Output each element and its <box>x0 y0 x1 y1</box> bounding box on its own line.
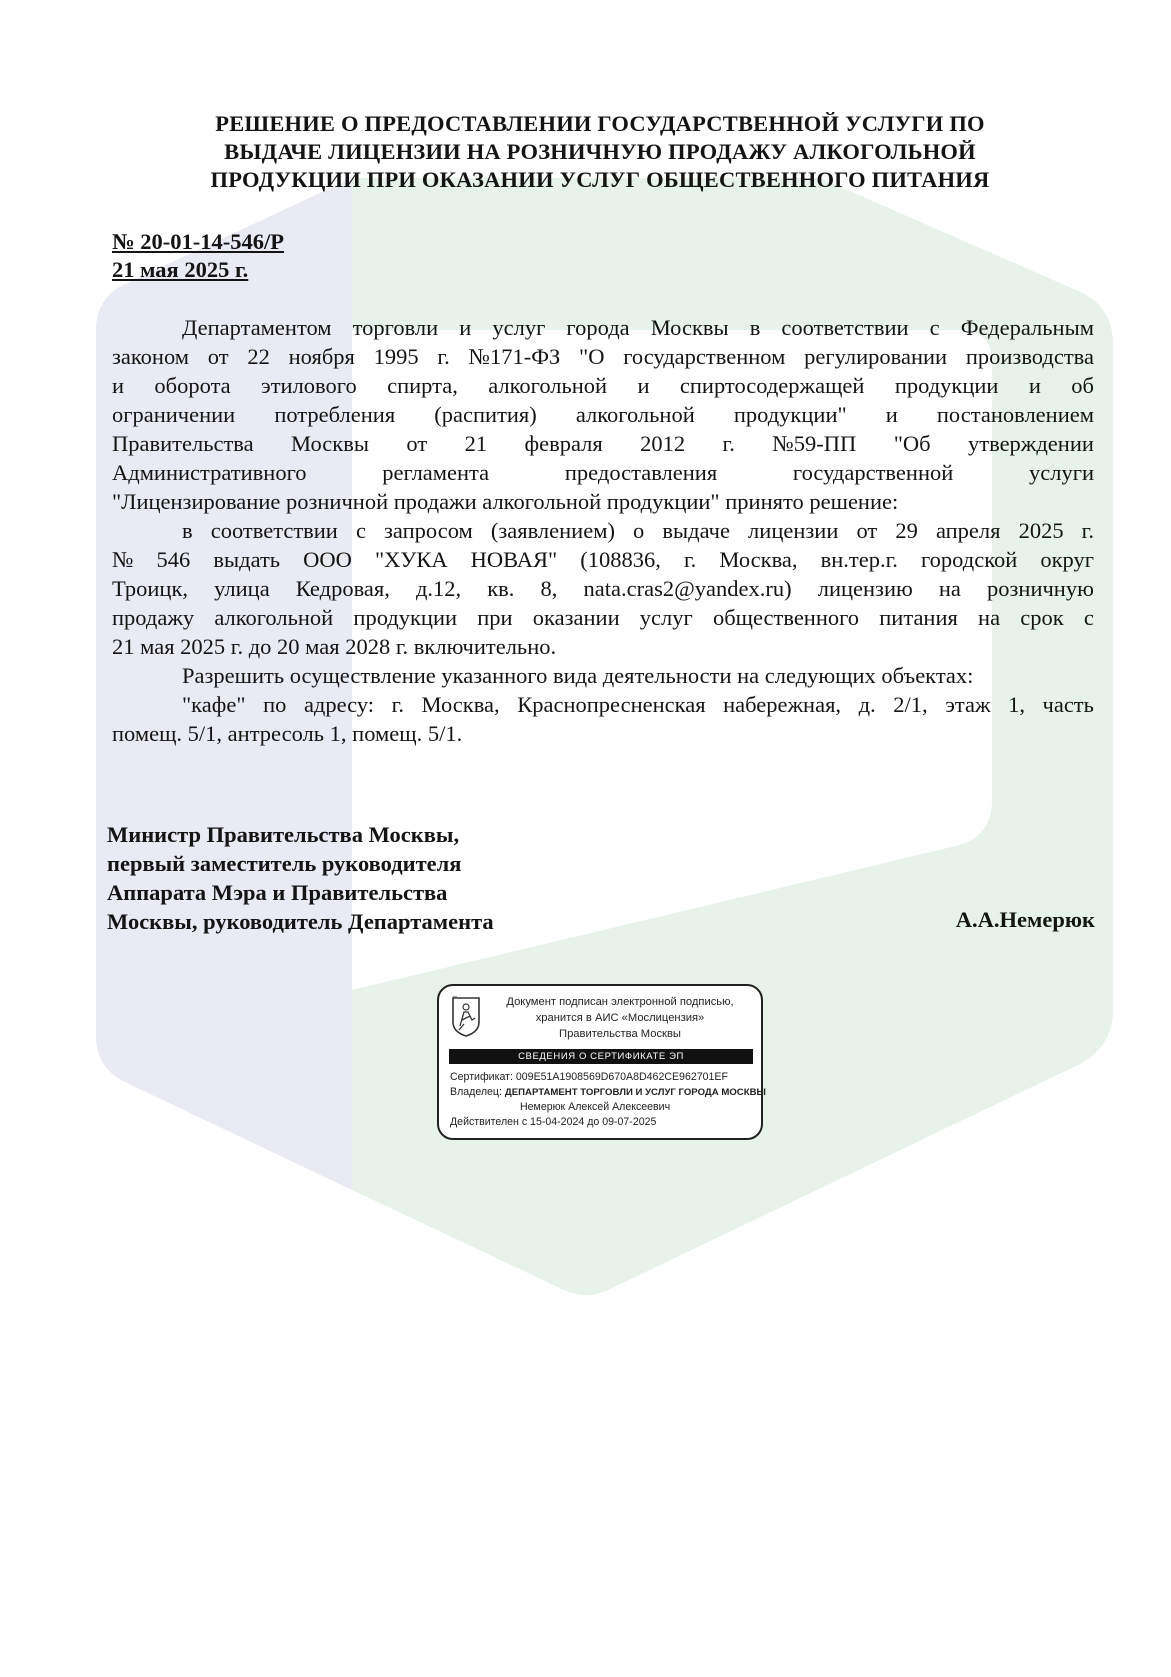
body-word: от <box>207 344 229 369</box>
body-line <box>112 603 1094 632</box>
body-word: от <box>856 518 878 543</box>
body-word: адресу: <box>303 692 375 717</box>
body-word: Москвы <box>291 431 369 456</box>
body-word: выдать <box>213 547 281 572</box>
owner-organization: ДЕПАРТАМЕНТ ТОРГОВЛИ И УСЛУГ ГОРОДА МОСКВЫ <box>504 1087 766 1098</box>
body-word: д. <box>858 692 876 717</box>
body-word: и <box>112 373 125 398</box>
body-word: торговли <box>352 315 439 340</box>
body-word: этилового <box>261 373 357 398</box>
signatory-position-line: Министр Правительства Москвы, <box>107 822 460 847</box>
body-word: общественного <box>712 605 860 630</box>
body-line: Разрешить осуществление указанного вида деятельности на следующих объектах: <box>182 663 974 688</box>
body-line <box>112 371 1094 400</box>
stamp-header-line: Документ подписан электронной подписью, <box>506 996 734 1008</box>
body-word: с <box>355 518 366 543</box>
body-word: этаж <box>945 692 991 717</box>
stamp-header-line: Правительства Москвы <box>559 1028 681 1040</box>
body-word: г. <box>437 344 450 369</box>
body-word: Кедровая, <box>295 576 390 601</box>
body-word: соответствии <box>781 315 909 340</box>
signatory-position-line: Москвы, руководитель Департамента <box>107 909 494 934</box>
body-word: с <box>1083 605 1094 630</box>
title-line: ВЫДАЧЕ ЛИЦЕНЗИИ НА РОЗНИЧНУЮ ПРОДАЖУ АЛКОГОЛЬНОЙ <box>224 139 976 164</box>
body-word: г. <box>1081 518 1094 543</box>
body-word: законом <box>112 344 190 369</box>
body-word: утверждении <box>968 431 1094 456</box>
body-word: при <box>477 605 513 630</box>
body-line <box>112 313 1094 342</box>
body-word: 2012 <box>640 431 686 456</box>
body-word: набережная, <box>723 692 842 717</box>
body-line <box>112 545 1094 574</box>
signatory-name: А.А.Немерюк <box>955 907 1095 932</box>
body-word: (заявлением) <box>490 518 615 543</box>
body-word: государственном <box>623 344 786 369</box>
body-word: города <box>566 315 630 340</box>
body-word: и <box>637 373 650 398</box>
title-line: РЕШЕНИЕ О ПРЕДОСТАВЛЕНИИ ГОСУДАРСТВЕННОЙ УСЛУГИ ПО <box>215 111 985 136</box>
body-word: № <box>112 547 134 572</box>
signatory-position <box>107 820 494 936</box>
body-word: с <box>929 315 940 340</box>
body-word: об <box>1071 373 1094 398</box>
body-word: соответствии <box>210 518 338 543</box>
body-word: и <box>1028 373 1041 398</box>
body-word: Москвы <box>650 315 729 340</box>
body-word: ограничении <box>112 402 236 427</box>
body-line <box>112 516 1094 545</box>
body-word: часть <box>1042 692 1094 717</box>
decision-body <box>112 313 1094 748</box>
body-word: вн.тер.г. <box>820 547 898 572</box>
body-word: на <box>938 576 961 601</box>
body-word: №59-ПП <box>772 431 857 456</box>
decision-number: № 20-01-14-546/Р <box>112 229 284 254</box>
body-word: г. <box>683 547 697 572</box>
electronic-signature-stamp <box>437 984 766 1140</box>
body-word: г. <box>722 431 735 456</box>
stamp-header <box>489 994 751 1042</box>
body-word: "ХУКА <box>374 547 448 572</box>
body-word: производства <box>965 344 1094 369</box>
body-line <box>112 400 1094 429</box>
document-title <box>110 110 1090 194</box>
body-word: регулировании <box>804 344 948 369</box>
body-word: спиртосодержащей <box>679 373 865 398</box>
title-line: ПРОДУКЦИИ ПРИ ОКАЗАНИИ УСЛУГ ОБЩЕСТВЕННОГО ПИТАНИЯ <box>210 167 990 192</box>
stamp-header-line: хранится в АИС «Мослицензия» <box>535 1012 705 1024</box>
signatory-position-line: Аппарата Мэра и Правительства <box>107 880 448 905</box>
body-word: 546 <box>156 547 191 572</box>
body-word: продажу <box>112 605 195 630</box>
body-word: (распития) <box>434 402 537 427</box>
body-word: и <box>459 315 472 340</box>
body-word: nata.cras2@yandex.ru) <box>583 576 792 601</box>
body-word: городской <box>920 547 1018 572</box>
body-line: 21 мая 2025 г. до 20 мая 2028 г. включительно. <box>112 634 557 659</box>
body-word: регламента <box>382 460 490 485</box>
body-word: 2025 <box>1018 518 1064 543</box>
body-word: "Об <box>893 431 931 456</box>
body-word: продукции <box>353 605 458 630</box>
body-word: апреля <box>935 518 1001 543</box>
body-word: кв. <box>487 576 515 601</box>
body-word: на <box>978 605 1001 630</box>
body-word: Москва, <box>719 547 798 572</box>
body-word: 1, <box>1008 692 1025 717</box>
certificate-info-bar: СВЕДЕНИЯ О СЕРТИФИКАТЕ ЭП <box>449 1049 753 1064</box>
body-word: Департаментом <box>182 315 332 340</box>
body-line: помещ. 5/1, антресоль 1, помещ. 5/1. <box>112 721 463 746</box>
body-line: "Лицензирование розничной продажи алкогольной продукции" принято решение: <box>112 489 899 514</box>
certificate-value: 009E51A1908569D670A8D462CE962701EF <box>515 1071 728 1083</box>
body-word: спирта, <box>387 373 458 398</box>
body-word: 21 <box>464 431 488 456</box>
body-word: Федеральным <box>960 315 1094 340</box>
certificate-label: Сертификат: <box>450 1071 513 1083</box>
body-word: ООО <box>303 547 352 572</box>
body-word: постановлением <box>936 402 1094 427</box>
certificate-details <box>450 1070 766 1130</box>
body-word: Административного <box>112 460 307 485</box>
body-word: выдаче <box>662 518 730 543</box>
body-word: услуг <box>639 605 693 630</box>
body-word: о <box>633 518 645 543</box>
owner-label: Владелец: <box>450 1086 502 1098</box>
body-word: ноября <box>288 344 355 369</box>
body-word: лицензию <box>817 576 913 601</box>
body-word: предоставления <box>564 460 718 485</box>
body-word: д.12, <box>415 576 462 601</box>
body-word: услуги <box>1029 460 1094 485</box>
body-word: №171-ФЗ <box>468 344 561 369</box>
body-word: оказании <box>532 605 620 630</box>
body-word: 1995 <box>373 344 419 369</box>
body-line <box>112 690 1094 719</box>
body-word: 29 <box>895 518 918 543</box>
body-word: в <box>749 315 761 340</box>
body-word: в <box>182 518 193 543</box>
body-word: Москва, <box>421 692 500 717</box>
body-word: государственной <box>792 460 954 485</box>
body-word: потребления <box>274 402 396 427</box>
body-word: алкогольной <box>575 402 695 427</box>
body-word: алкогольной <box>488 373 608 398</box>
body-word: продукции" <box>733 402 847 427</box>
body-line <box>112 429 1094 458</box>
body-word: лицензии <box>748 518 839 543</box>
body-word: оборота <box>154 373 231 398</box>
body-word: Краснопресненская <box>517 692 706 717</box>
body-word: алкогольной <box>214 605 334 630</box>
body-word: запросом <box>384 518 473 543</box>
body-word: по <box>263 692 287 717</box>
body-word: Правительства <box>112 431 254 456</box>
signatory-position-line: первый заместитель руководителя <box>107 851 462 876</box>
body-word: февраля <box>524 431 603 456</box>
body-word: от <box>406 431 428 456</box>
moscow-coat-of-arms-icon <box>451 996 481 1038</box>
body-word: 22 <box>247 344 270 369</box>
owner-person: Немерюк Алексей Алексеевич <box>520 1101 671 1113</box>
body-line <box>112 458 1094 487</box>
body-word: 8, <box>540 576 558 601</box>
body-word: НОВАЯ" <box>470 547 558 572</box>
body-word: продукции <box>894 373 999 398</box>
body-word: питания <box>879 605 958 630</box>
body-word: улица <box>214 576 270 601</box>
certificate-validity: Действителен с 15-04-2024 до 09-07-2025 <box>450 1116 657 1128</box>
body-word: услуг <box>492 315 546 340</box>
body-word: округ <box>1040 547 1094 572</box>
body-line <box>112 342 1094 371</box>
body-word: срок <box>1020 605 1064 630</box>
decision-date: 21 мая 2025 г. <box>112 257 249 282</box>
body-word: Троицк, <box>112 576 189 601</box>
body-word: и <box>885 402 898 427</box>
body-word: "О <box>579 344 605 369</box>
body-line <box>112 574 1094 603</box>
body-word: г. <box>391 692 404 717</box>
body-word: "кафе" <box>182 692 246 717</box>
body-word: 2/1, <box>893 692 928 717</box>
body-word: (108836, <box>580 547 661 572</box>
body-word: розничную <box>987 576 1094 601</box>
